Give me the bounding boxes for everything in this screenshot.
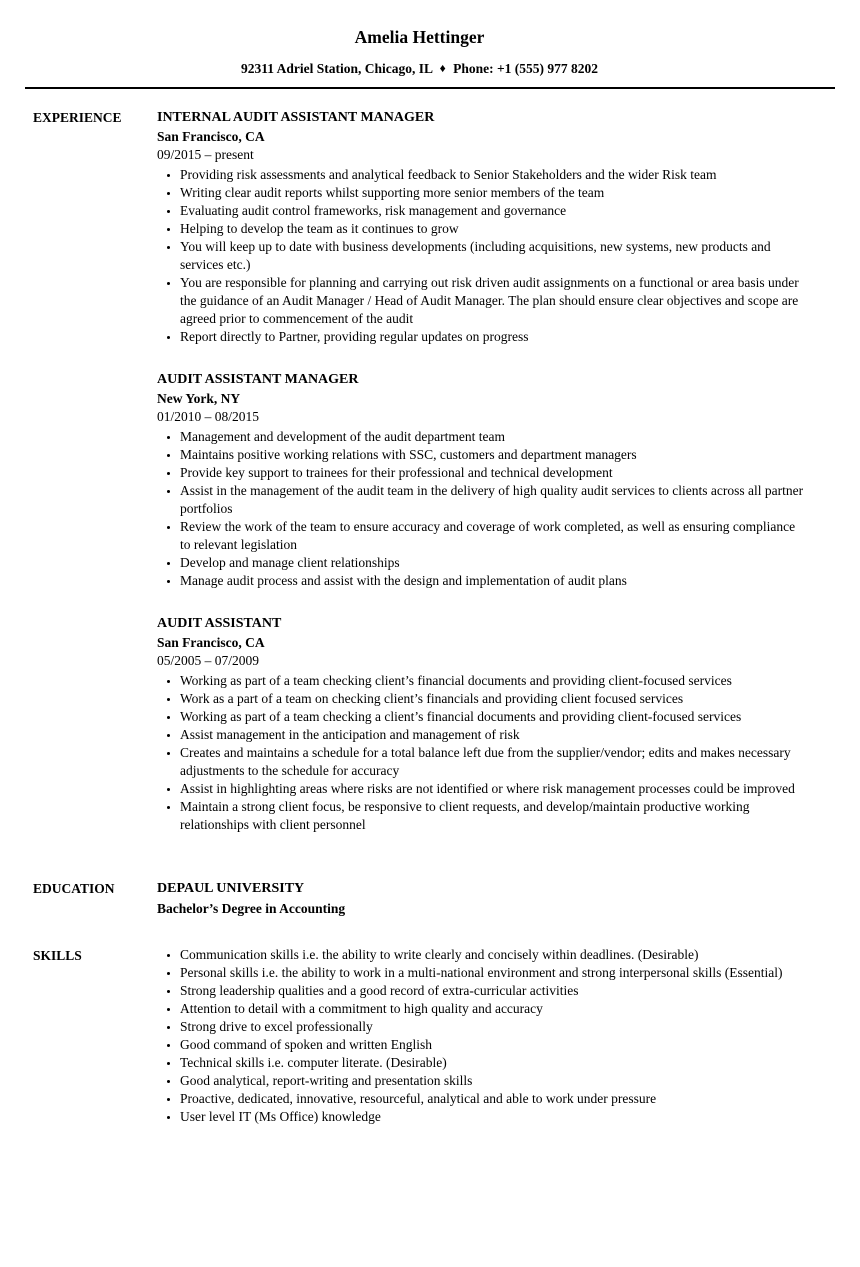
job-bullet: • Develop and manage client relationships (180, 554, 806, 572)
job-bullet: • Maintain a strong client focus, be responsive to client requests, and develop/maintain productive working relationships with client personnel (180, 798, 806, 834)
job-title: AUDIT ASSISTANT MANAGER (157, 372, 359, 387)
experience-section (33, 108, 806, 834)
skills-content (157, 946, 806, 1126)
header-divider (25, 87, 835, 89)
resume-page (0, 27, 860, 1126)
job-entry (157, 108, 806, 346)
job-bullet: • Assist management in the anticipation and management of risk (180, 726, 806, 744)
job-bullet: • Creates and maintains a schedule for a total balance left due from the supplier/vendor; edits and makes necessary adjustments to the schedule for accuracy (180, 744, 806, 780)
skills-bullet-list (157, 946, 806, 1126)
job-bullet: • Helping to develop the team as it continues to grow (180, 220, 806, 238)
education-section (33, 879, 806, 919)
job-bullet: • Working as part of a team checking client’s financial documents and providing client-focused services (180, 672, 806, 690)
education-school: DEPAUL UNIVERSITY (157, 881, 305, 896)
skill-bullet: • Technical skills i.e. computer literate. (Desirable) (180, 1054, 806, 1072)
skill-bullet: • Good command of spoken and written English (180, 1036, 806, 1054)
job-bullet: • Review the work of the team to ensure accuracy and coverage of work completed, as well as ensuring compliance to relevant legislation (180, 518, 806, 554)
skills-section (33, 946, 806, 1126)
job-bullet: • Assist in the management of the audit team in the delivery of high quality audit services to clients across all partner portfolios (180, 482, 806, 518)
skill-bullet: • Good analytical, report-writing and presentation skills (180, 1072, 806, 1090)
job-bullet: • Providing risk assessments and analytical feedback to Senior Stakeholders and the wider Risk team (180, 166, 806, 184)
job-bullet: • Manage audit process and assist with the design and implementation of audit plans (180, 572, 806, 590)
job-bullet: • Evaluating audit control frameworks, risk management and governance (180, 202, 806, 220)
job-bullet: • Assist in highlighting areas where risks are not identified or where risk management processes could be improved (180, 780, 806, 798)
contact-line (33, 60, 806, 78)
job-entry (157, 614, 806, 834)
job-bullet: • Report directly to Partner, providing regular updates on progress (180, 328, 806, 346)
job-bullet: • Maintains positive working relations with SSC, customers and department managers (180, 446, 806, 464)
skill-bullet: • Attention to detail with a commitment to high quality and accuracy (180, 1000, 806, 1018)
education-content (157, 879, 806, 919)
job-bullet: • Management and development of the audit department team (180, 428, 806, 446)
job-location: San Francisco, CA (157, 129, 265, 144)
experience-content (157, 108, 806, 834)
person-name: Amelia Hettinger (354, 27, 485, 47)
diamond-separator-icon: ♦ (439, 61, 446, 75)
job-entry (157, 370, 806, 590)
contact-address: 92311 Adriel Station, Chicago, IL (240, 61, 433, 76)
job-bullet-list (157, 672, 806, 834)
skill-bullet: • Strong leadership qualities and a good record of extra-curricular activities (180, 982, 806, 1000)
education-section-label: EDUCATION (33, 881, 115, 896)
job-bullet: • Working as part of a team checking a client’s financial documents and providing client-focused services (180, 708, 806, 726)
skill-bullet: • Personal skills i.e. the ability to work in a multi-national environment and strong interpersonal skills (Essential) (180, 964, 806, 982)
job-dates: 01/2010 – 08/2015 (157, 409, 260, 424)
skill-bullet: • Strong drive to excel professionally (180, 1018, 806, 1036)
skill-bullet: • Communication skills i.e. the ability to write clearly and concisely within deadlines. (Desirable) (180, 946, 806, 964)
skills-section-label: SKILLS (33, 948, 82, 963)
job-title: AUDIT ASSISTANT (157, 616, 282, 631)
skill-bullet: • User level IT (Ms Office) knowledge (180, 1108, 806, 1126)
job-bullet: • You are responsible for planning and carrying out risk driven audit assignments on a functional or area basis under the guidance of an Audit Manager / Head of Audit Manager. The plan should ensure clear objectives and scope are agreed prior to commencement of the audit (180, 274, 806, 328)
skill-bullet: • Proactive, dedicated, innovative, resourceful, analytical and able to work under pressure (180, 1090, 806, 1108)
job-bullet-list (157, 428, 806, 590)
job-bullet-list (157, 166, 806, 346)
contact-phone: Phone: +1 (555) 977 8202 (453, 61, 599, 76)
job-location: New York, NY (157, 391, 241, 406)
education-degree: Bachelor’s Degree in Accounting (157, 901, 346, 916)
job-title: INTERNAL AUDIT ASSISTANT MANAGER (157, 110, 435, 125)
job-bullet: • Work as a part of a team on checking client’s financials and providing client focused services (180, 690, 806, 708)
job-dates: 09/2015 – present (157, 147, 254, 162)
job-bullet: • You will keep up to date with business developments (including acquisitions, new systems, new products and services etc.) (180, 238, 806, 274)
job-bullet: • Writing clear audit reports whilst supporting more senior members of the team (180, 184, 806, 202)
resume-header (33, 27, 806, 78)
experience-section-label: EXPERIENCE (33, 110, 122, 125)
job-dates: 05/2005 – 07/2009 (157, 653, 260, 668)
job-bullet: • Provide key support to trainees for their professional and technical development (180, 464, 806, 482)
job-location: San Francisco, CA (157, 635, 265, 650)
